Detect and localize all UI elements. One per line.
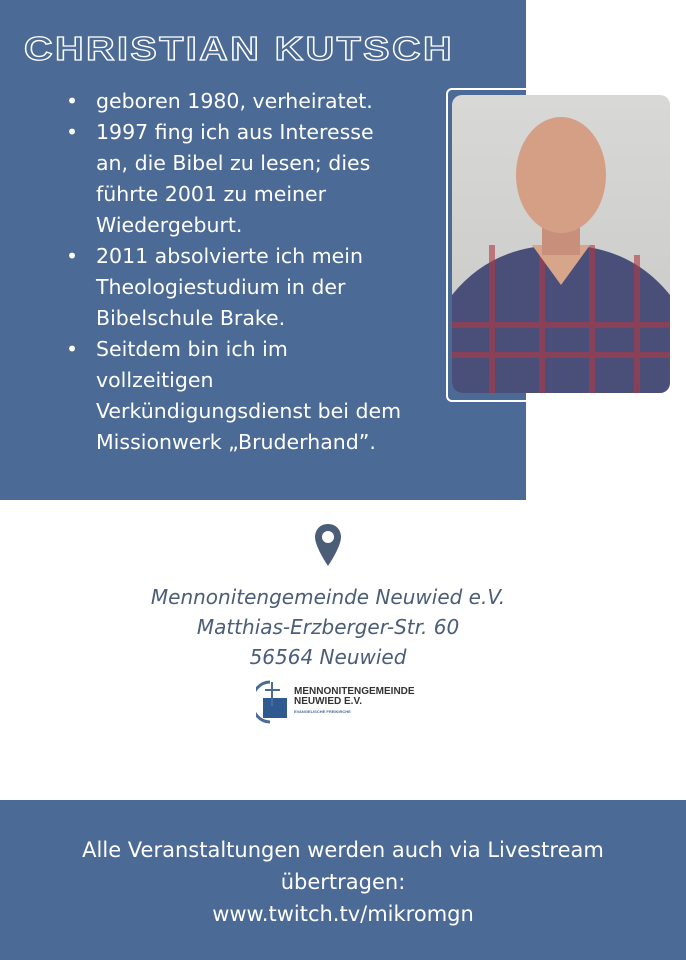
speaker-photo	[452, 95, 670, 393]
logo-text: MENNONITENGEMEINDE	[294, 686, 415, 697]
logo-subtext: EVANGELISCHE FREIKIRCHE	[294, 709, 351, 714]
address-line: Mennonitengemeinde Neuwied e.V.	[150, 585, 506, 609]
cross-book-icon	[256, 680, 290, 724]
church-logo	[256, 680, 415, 724]
bio-item: • Seitdem bin ich im vollzeitigen Verkündigungsdienst bei dem Missionwerk „Bruderhand”.	[66, 334, 411, 458]
speaker-name: CHRISTIAN KUTSCH	[24, 30, 454, 67]
footer-text: Alle Veranstaltungen werden auch via Livestream	[82, 838, 604, 862]
address-line: 56564 Neuwied	[249, 645, 407, 669]
bio-item: • geboren 1980, verheiratet.	[66, 86, 411, 117]
bio-list	[66, 86, 411, 458]
livestream-link[interactable]: www.twitch.tv/mikromgn	[212, 902, 474, 926]
bio-item: • 1997 fing ich aus Interesse an, die Bibel zu lesen; dies führte 2001 zu meiner Wiedergeburt.	[66, 117, 411, 241]
logo-text: NEUWIED E.V.	[294, 696, 362, 707]
footer-text: übertragen:	[280, 870, 406, 894]
footer	[0, 800, 686, 960]
bio-item: • 2011 absolvierte ich mein Theologiestudium in der Bibelschule Brake.	[66, 241, 411, 334]
address-line: Matthias-Erzberger-Str. 60	[196, 615, 460, 639]
address	[0, 582, 656, 672]
map-pin-icon	[313, 522, 343, 568]
